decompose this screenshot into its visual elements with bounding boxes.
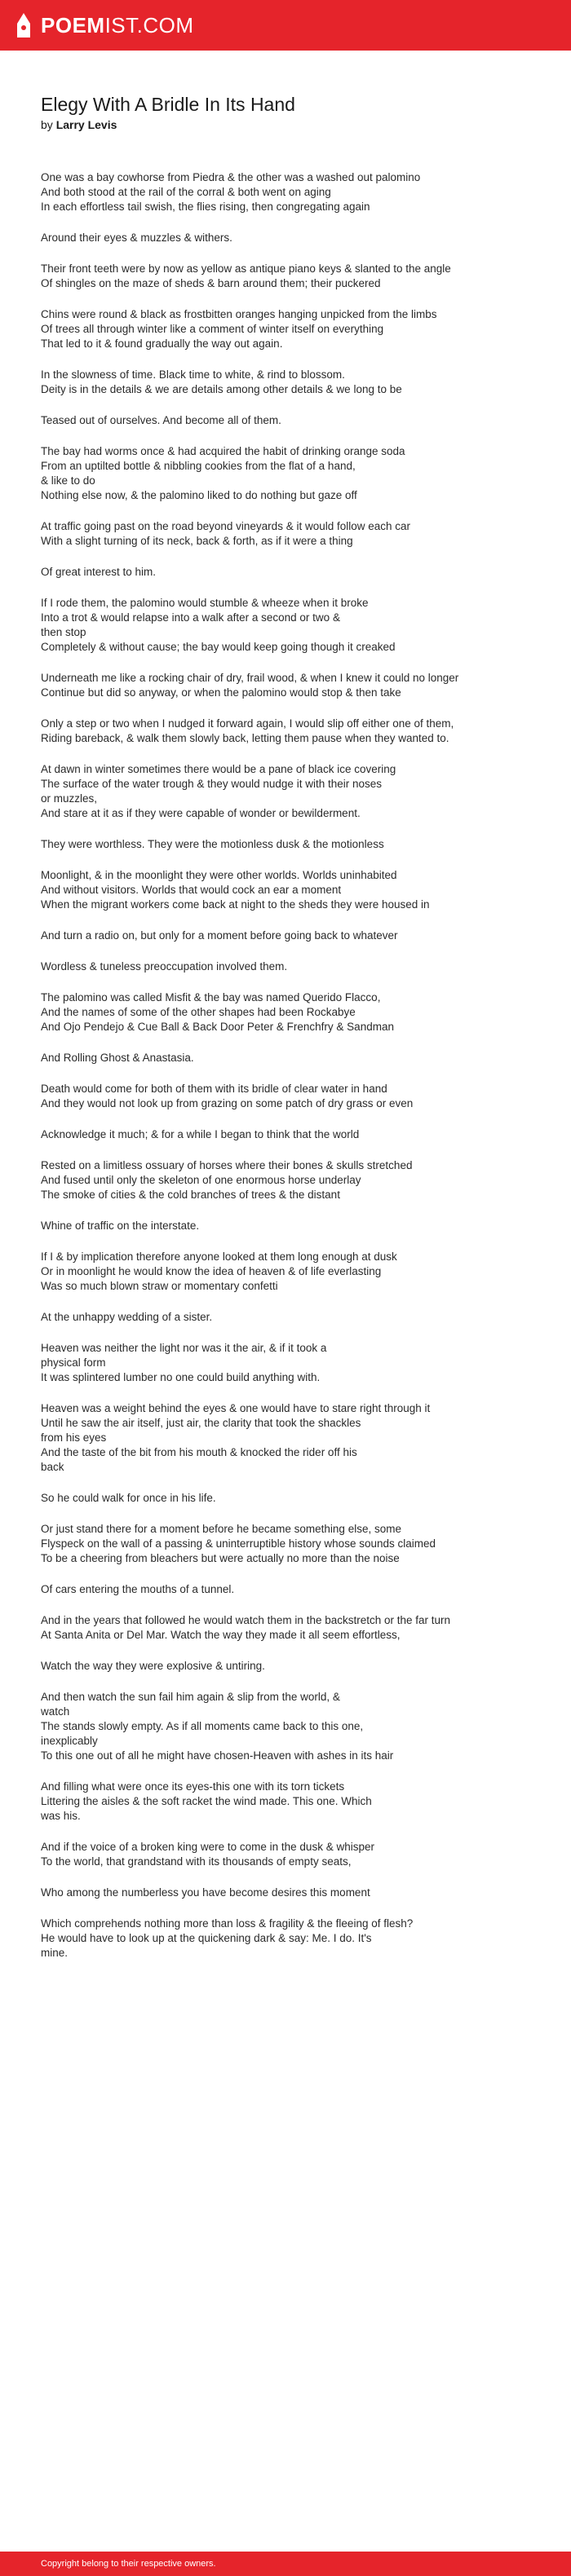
poem-stanza bbox=[41, 1522, 530, 1566]
site-logo[interactable] bbox=[15, 0, 194, 51]
poem-line: Littering the aisles & the soft racket the wind made. This one. Which bbox=[41, 1795, 372, 1807]
poem-stanza bbox=[41, 519, 530, 549]
poem-line: And turn a radio on, but only for a moment before going back to whatever bbox=[41, 929, 398, 942]
poem-stanza bbox=[41, 929, 530, 943]
poem-line: Watch the way they were explosive & untiring. bbox=[41, 1660, 265, 1672]
poem-line: And both stood at the rail of the corral & both went on aging bbox=[41, 186, 331, 198]
poem-line: back bbox=[41, 1461, 64, 1473]
poem-line: And they would not look up from grazing on some patch of dry grass or even bbox=[41, 1097, 414, 1109]
poem-line: then stop bbox=[41, 626, 86, 638]
poem-line: Of shingles on the maze of sheds & barn around them; their puckered bbox=[41, 277, 381, 289]
poem-line: From an uptilted bottle & nibbling cookies from the flat of a hand, bbox=[41, 460, 356, 472]
poem-line: Who among the numberless you have become desires this moment bbox=[41, 1886, 370, 1899]
poem-line: And the taste of the bit from his mouth & knocked the rider off his bbox=[41, 1446, 357, 1458]
poem-line: Or in moonlight he would know the idea of heaven & of life everlasting bbox=[41, 1265, 382, 1277]
poem-line: The palomino was called Misfit & the bay was named Querido Flacco, bbox=[41, 991, 381, 1003]
poem-line: Which comprehends nothing more than loss & fragility & the fleeing of flesh? bbox=[41, 1917, 414, 1930]
poem-stanza bbox=[41, 1310, 530, 1325]
poem-line: Deity is in the details & we are details among other details & we long to be bbox=[41, 383, 402, 395]
poem-stanza bbox=[41, 368, 530, 397]
poem-line: The bay had worms once & had acquired the habit of drinking orange soda bbox=[41, 445, 405, 457]
copyright-text: Copyright belong to their respective owners. bbox=[41, 2559, 216, 2569]
poem-stanza bbox=[41, 1491, 530, 1506]
poem-line: That led to it & found gradually the way out again. bbox=[41, 337, 283, 350]
poem-line: & like to do bbox=[41, 474, 95, 487]
poem-line: Whine of traffic on the interstate. bbox=[41, 1220, 200, 1232]
poem-line: One was a bay cowhorse from Piedra & the other was a washed out palomino bbox=[41, 171, 421, 183]
poem-line: At dawn in winter sometimes there would be a pane of black ice covering bbox=[41, 763, 396, 775]
poem-line: Or just stand there for a moment before he became something else, some bbox=[41, 1523, 401, 1535]
logo-poem-text: POEM bbox=[41, 13, 105, 37]
poem-line: In each effortless tail swish, the flies rising, then congregating again bbox=[41, 201, 370, 213]
poem-line: So he could walk for once in his life. bbox=[41, 1492, 216, 1504]
logo-wordmark bbox=[41, 15, 194, 36]
poem-line: Riding bareback, & walk them slowly back, letting them pause when they wanted to. bbox=[41, 732, 449, 744]
poem-line: And fused until only the skeleton of one enormous horse underlay bbox=[41, 1174, 361, 1186]
poem-line: When the migrant workers come back at night to the sheds they were housed in bbox=[41, 898, 430, 911]
poem-line: The smoke of cities & the cold branches of trees & the distant bbox=[41, 1189, 340, 1201]
poem-line: Flyspeck on the wall of a passing & uninterruptible history whose sounds claimed bbox=[41, 1537, 436, 1550]
poem-line: Chins were round & black as frostbitten oranges hanging unpicked from the limbs bbox=[41, 308, 437, 320]
poem-stanza bbox=[41, 1127, 530, 1142]
poem-line: Heaven was a weight behind the eyes & one would have to stare right through it bbox=[41, 1402, 431, 1414]
poem-stanza bbox=[41, 868, 530, 912]
poem-stanza bbox=[41, 1250, 530, 1294]
poem-line: inexplicably bbox=[41, 1735, 98, 1747]
poem-title: Elegy With A Bridle In Its Hand bbox=[41, 94, 295, 115]
poem-stanza bbox=[41, 717, 530, 746]
poem-line: If I rode them, the palomino would stumble & wheeze when it broke bbox=[41, 597, 369, 609]
poem-line: was his. bbox=[41, 1810, 81, 1822]
poem-line: It was splintered lumber no one could build anything with. bbox=[41, 1371, 321, 1383]
poem-line: At Santa Anita or Del Mar. Watch the way they made it all seem effortless, bbox=[41, 1629, 401, 1641]
ink-bottle-icon bbox=[15, 12, 33, 38]
poem-stanza bbox=[41, 596, 530, 655]
poem-line: And if the voice of a broken king were to come in the dusk & whisper bbox=[41, 1841, 374, 1853]
poem-stanza bbox=[41, 307, 530, 351]
poem-line: And Rolling Ghost & Anastasia. bbox=[41, 1052, 194, 1064]
poem-line: Teased out of ourselves. And become all of them. bbox=[41, 414, 281, 426]
poem-stanza bbox=[41, 837, 530, 852]
poem-line: And the names of some of the other shapes had been Rockabye bbox=[41, 1006, 356, 1018]
poem-line: To be a cheering from bleachers but were actually no more than the noise bbox=[41, 1552, 400, 1564]
poem-line: Underneath me like a rocking chair of dry, frail wood, & when I knew it could no longer bbox=[41, 672, 459, 684]
poem-line: And then watch the sun fail him again & slip from the world, & bbox=[41, 1691, 340, 1703]
poem-line: Only a step or two when I nudged it forward again, I would slip off either one of them, bbox=[41, 717, 454, 730]
poem-stanza bbox=[41, 170, 530, 214]
poem-body bbox=[41, 170, 530, 1961]
poem-line: Moonlight, & in the moonlight they were other worlds. Worlds uninhabited bbox=[41, 869, 397, 881]
author-name[interactable]: Larry Levis bbox=[55, 118, 117, 131]
poem-line: And without visitors. Worlds that would cock an ear a moment bbox=[41, 884, 342, 896]
poem-line: The surface of the water trough & they would nudge it with their noses bbox=[41, 778, 382, 790]
poem-stanza bbox=[41, 262, 530, 291]
poem-stanza bbox=[41, 1780, 530, 1824]
poem-line: They were worthless. They were the motionless dusk & the motionless bbox=[41, 838, 384, 850]
poem-stanza bbox=[41, 1051, 530, 1065]
poem-line: At traffic going past on the road beyond vineyards & it would follow each car bbox=[41, 520, 411, 532]
poem-line: And stare at it as if they were capable of wonder or bewilderment. bbox=[41, 807, 361, 819]
poem-line: Completely & without cause; the bay would keep going though it creaked bbox=[41, 641, 396, 653]
poem-stanza bbox=[41, 1690, 530, 1763]
poem-line: Until he saw the air itself, just air, the clarity that took the shackles bbox=[41, 1417, 361, 1429]
poem-line: He would have to look up at the quickening dark & say: Me. I do. It's bbox=[41, 1932, 372, 1944]
poem-container bbox=[41, 92, 530, 1977]
poem-line: physical form bbox=[41, 1356, 106, 1369]
poem-stanza bbox=[41, 1917, 530, 1961]
poem-line: Rested on a limitless ossuary of horses where their bones & skulls stretched bbox=[41, 1159, 413, 1171]
poem-line: If I & by implication therefore anyone looked at them long enough at dusk bbox=[41, 1251, 397, 1263]
poem-stanza bbox=[41, 444, 530, 503]
poem-stanza bbox=[41, 1082, 530, 1111]
poem-line: watch bbox=[41, 1705, 70, 1718]
logo-ist-text: IST.COM bbox=[104, 13, 194, 37]
poem-stanza bbox=[41, 1659, 530, 1674]
poem-stanza bbox=[41, 1582, 530, 1597]
poem-line: And Ojo Pendejo & Cue Ball & Back Door Peter & Frenchfry & Sandman bbox=[41, 1021, 394, 1033]
poem-stanza bbox=[41, 1401, 530, 1475]
poem-line: And in the years that followed he would watch them in the backstretch or the far turn bbox=[41, 1614, 451, 1626]
poem-line: Death would come for both of them with its bridle of clear water in hand bbox=[41, 1083, 387, 1095]
poem-line: Around their eyes & muzzles & withers. bbox=[41, 232, 232, 244]
poem-stanza bbox=[41, 413, 530, 428]
poem-line: And filling what were once its eyes-this one with its torn tickets bbox=[41, 1780, 345, 1793]
poem-line: At the unhappy wedding of a sister. bbox=[41, 1311, 213, 1323]
poem-line: The stands slowly empty. As if all moments came back to this one, bbox=[41, 1720, 364, 1732]
poem-line: mine. bbox=[41, 1947, 69, 1959]
site-header bbox=[0, 0, 571, 51]
poem-line: Of great interest to him. bbox=[41, 566, 157, 578]
poem-stanza bbox=[41, 1613, 530, 1643]
poem-line: Of cars entering the mouths of a tunnel. bbox=[41, 1583, 235, 1595]
poem-line: or muzzles, bbox=[41, 792, 98, 805]
poem-stanza bbox=[41, 565, 530, 580]
poem-line: Of trees all through winter like a comment of winter itself on everything bbox=[41, 323, 384, 335]
poem-line: Heaven was neither the light nor was it the air, & if it took a bbox=[41, 1342, 327, 1354]
poem-line: With a slight turning of its neck, back & forth, as if it were a thing bbox=[41, 535, 353, 547]
poem-stanza bbox=[41, 231, 530, 245]
poem-stanza bbox=[41, 1886, 530, 1900]
poem-line: Nothing else now, & the palomino liked to do nothing but gaze off bbox=[41, 489, 357, 501]
poem-byline bbox=[41, 117, 530, 133]
poem-line: To this one out of all he might have chosen-Heaven with ashes in its hair bbox=[41, 1749, 394, 1762]
poem-line: Was so much blown straw or momentary confetti bbox=[41, 1280, 278, 1292]
poem-stanza bbox=[41, 1840, 530, 1869]
by-label: by bbox=[41, 118, 53, 131]
site-footer bbox=[0, 2552, 571, 2576]
poem-line: from his eyes bbox=[41, 1431, 107, 1444]
poem-line: In the slowness of time. Black time to white, & rind to blossom. bbox=[41, 368, 345, 381]
poem-line: Their front teeth were by now as yellow as antique piano keys & slanted to the angle bbox=[41, 262, 451, 275]
poem-line: Acknowledge it much; & for a while I began to think that the world bbox=[41, 1128, 360, 1140]
poem-stanza bbox=[41, 671, 530, 700]
poem-stanza bbox=[41, 1158, 530, 1202]
poem-stanza bbox=[41, 959, 530, 974]
poem-stanza bbox=[41, 1219, 530, 1233]
poem-stanza bbox=[41, 762, 530, 821]
poem-line: Into a trot & would relapse into a walk after a second or two & bbox=[41, 611, 340, 624]
poem-line: Wordless & tuneless preoccupation involved them. bbox=[41, 960, 288, 973]
poem-stanza bbox=[41, 990, 530, 1034]
poem-line: Continue but did so anyway, or when the palomino would stop & then take bbox=[41, 686, 401, 699]
poem-line: To the world, that grandstand with its thousands of empty seats, bbox=[41, 1855, 352, 1868]
poem-stanza bbox=[41, 1341, 530, 1385]
